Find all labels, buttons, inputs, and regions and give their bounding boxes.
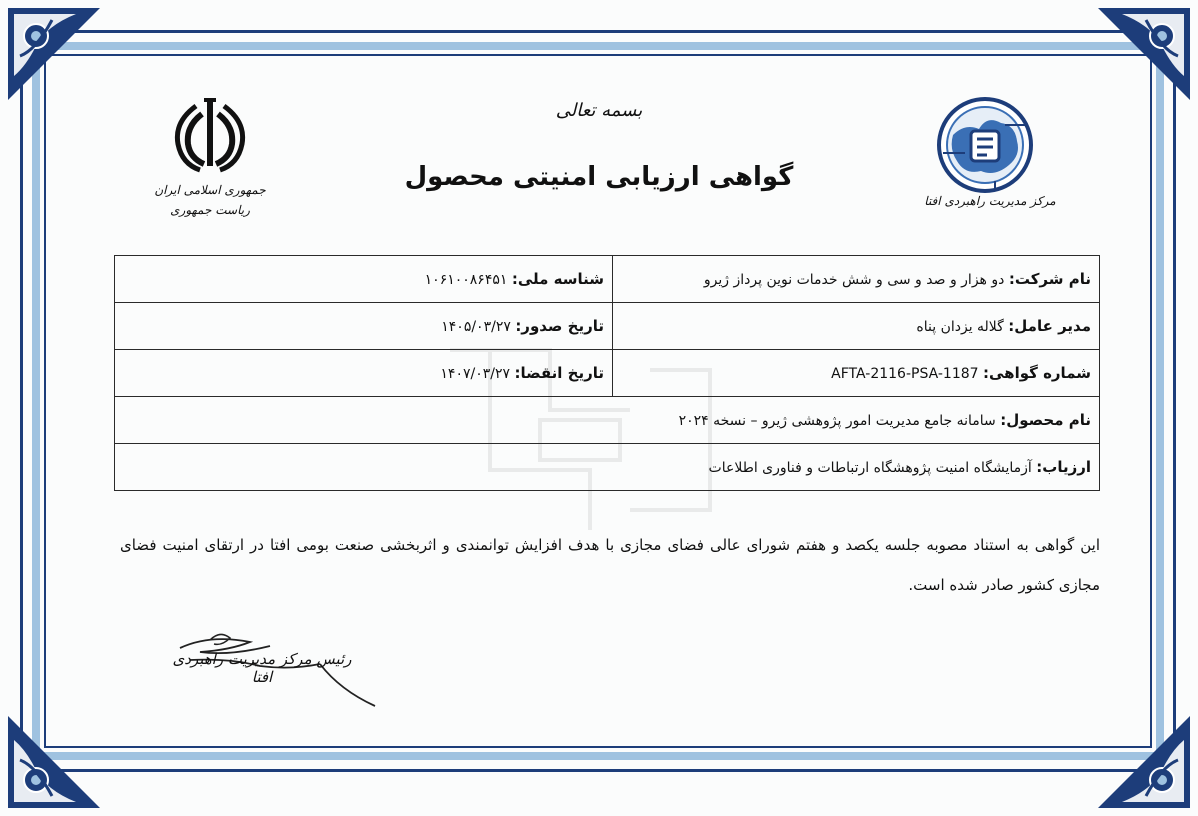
certificate-info-table xyxy=(114,255,1100,491)
product-value: سامانه جامع مدیریت امور پژوهشی ژیرو – نسخه ۲۰۲۴ xyxy=(678,413,996,429)
company-cell xyxy=(613,256,1100,303)
afta-logo-caption: مرکز مدیریت راهبردی افتا xyxy=(924,194,1056,208)
certificate-title: گواهی ارزیابی امنیتی محصول xyxy=(404,162,794,192)
iran-emblem-caption xyxy=(140,180,280,220)
issue-date-value: ۱۴۰۵/۰۳/۲۷ xyxy=(441,319,511,335)
issue-date-cell xyxy=(115,303,613,350)
expiry-date-value: ۱۴۰۷/۰۳/۲۷ xyxy=(440,366,510,382)
ceo-value: گلاله یزدان پناه xyxy=(916,319,1004,335)
ceo-label: مدیر عامل: xyxy=(1008,317,1091,335)
afta-logo-icon xyxy=(935,95,1035,195)
national-id-label: شناسه ملی: xyxy=(511,270,604,288)
national-id-cell xyxy=(115,256,613,303)
issue-date-label: تاریخ صدور: xyxy=(515,317,604,335)
table-row xyxy=(115,350,1100,397)
evaluator-value: آزمایشگاه امنیت پژوهشگاه ارتباطات و فناوری اطلاعات xyxy=(708,460,1032,476)
table-row xyxy=(115,444,1100,491)
product-cell xyxy=(115,397,1100,444)
company-label: نام شرکت: xyxy=(1008,270,1091,288)
emblem-caption-line2: ریاست جمهوری xyxy=(170,203,250,217)
cert-number-label: شماره گواهی: xyxy=(983,364,1091,382)
product-label: نام محصول: xyxy=(1000,411,1091,429)
corner-ornament-bottom-right xyxy=(1096,714,1192,810)
national-id-value: ۱۰۶۱۰۰۸۶۴۵۱ xyxy=(424,272,508,288)
ceo-cell xyxy=(613,303,1100,350)
cert-number-value: AFTA-2116-PSA-1187 xyxy=(831,366,979,382)
iran-emblem-icon xyxy=(168,92,252,176)
table-row xyxy=(115,256,1100,303)
expiry-date-cell xyxy=(115,350,613,397)
evaluator-label: ارزیاب: xyxy=(1036,458,1091,476)
corner-ornament-top-left xyxy=(6,6,102,102)
cert-number-cell xyxy=(613,350,1100,397)
table-row xyxy=(115,397,1100,444)
corner-ornament-bottom-left xyxy=(6,714,102,810)
evaluator-cell xyxy=(115,444,1100,491)
corner-ornament-top-right xyxy=(1096,6,1192,102)
expiry-date-label: تاریخ انقضا: xyxy=(514,364,604,382)
table-row xyxy=(115,303,1100,350)
certificate-body-text: این گواهی به استناد مصوبه جلسه یکصد و هفتم شورای عالی فضای مجازی با هدف افزایش توانمندی و اثربخشی صنعت بومی افتا در ارتقای امنیت فضای مجازی کشور صادر شده است. xyxy=(120,536,1100,594)
company-value: دو هزار و صد و سی و شش خدمات نوین پرداز ژیرو xyxy=(703,272,1005,288)
signature-caption: رئیس مرکز مدیریت راهبردی افتا xyxy=(172,650,352,686)
bismillah-heading: بسمه تعالی xyxy=(555,100,643,121)
emblem-caption-line1: جمهوری اسلامی ایران xyxy=(154,183,266,197)
